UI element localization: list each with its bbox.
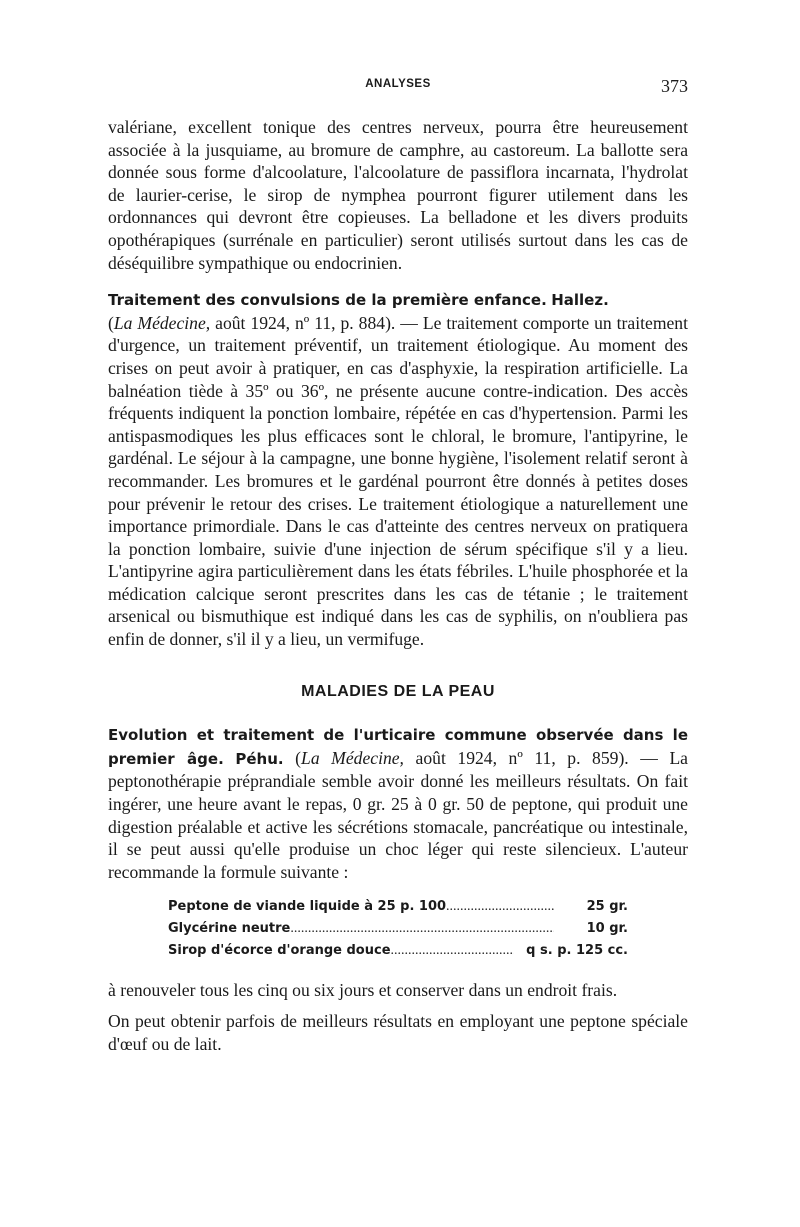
page-body [108,116,688,1055]
paragraph-conclusion: On peut obtenir parfois de meilleurs résultats en employant une peptone spéciale d'œuf ou de lait. [108,1011,688,1054]
leader-dots [290,921,554,937]
article-author: Péhu. [235,749,284,768]
formula-ingredient: Glycérine neutre [168,921,291,937]
running-title: ANALYSES [365,78,431,90]
formula-row [168,899,628,921]
formula-row [168,943,628,965]
formula-table [168,899,628,965]
formula-quantity: 25 gr. [586,899,628,915]
formula-ingredient: Sirop d'écorce d'orange douce [168,943,391,959]
formula-quantity: q s. p. 125 cc. [526,943,628,959]
article-convulsions [108,288,688,651]
article-body: La peptonothérapie préprandiale semble avoir donné les meilleurs résultats. On fait ingérer, une heure avant le repas, 0 gr. 25 à 0 gr. 50 de peptone, qui produit une digestion préalable et active les sécrétions stomacale, pancréatique ou intestinale, il se peut aussi qu'elle produise un choc léger qui reste silencieux. L'auteur recommande la formule suivante : [108,747,688,882]
article-title: Evolution et traitement de l'urticaire commune observée dans le premier âge. [108,726,688,768]
paragraph-valeriane: valériane, excellent tonique des centres nerveux, pourra être heureusement associée à la jusquiame, au bromure de camphre, au castoreum. La ballotte sera donnée sous forme d'alcoolature, l'alcoolature de passiflora incarnata, l'hydrolat de laurier-cerise, le sirop de nymphea pourront figurer utilement dans les ordonnances qui devront être copieuses. La belladone et les divers produits opothérapiques (surrénale en particulier) seront utilisés surtout dans les cas de déséquilibre sympathique ou endocrinien. [108,117,688,273]
leader-dots [391,943,514,959]
article-citation-open: ( [108,312,114,333]
article-body: Le traitement comporte un traitement d'urgence, un traitement préventif, un traitement étiologique. Au moment des crises on peut avoir à pratiquer, en cas d'asphyxie, la respiration artificielle. La balnéation tiède à 35º ou 36º, ne présente aucune contre-indication. Des accès fréquents indiquent la ponction lombaire, répétée en cas d'hypertension. Parmi les antispasmodiques les plus efficaces sont le chloral, le bromure, l'antipyrine, le gardénal. Le séjour à la campagne, une bonne hygiène, l'isolement relatif seront à recommander. Les bromures et le gardénal pourront être donnés à petites doses pour prévenir le retour des crises. Le traitement étiologique a naturellement une importance primordiale. Dans le cas d'atteinte des centres nerveux on pratiquera la ponction lombaire, suivie d'une injection de sérum spécifique s'il y a lieu. L'antipyrine agira particulièrement dans les états fébriles. L'huile phosphorée et la médication calcique seront prescrites dans les cas de tétanie ; le traitement arsenical ou bismuthique est indiqué dans les cas de syphilis, on n'oubliera pas enfin de donner, s'il il y a lieu, un vermifuge. [108,312,688,650]
leader-dots [446,899,554,915]
formula-quantity: 10 gr. [586,921,628,937]
formula-row [168,921,628,943]
formula-ingredient: Peptone de viande liquide à 25 p. 100 [168,899,447,915]
journal-name: La Médecine, [301,747,404,768]
article-urticaire [108,723,688,883]
article-title: Traitement des convulsions de la première enfance. [108,291,547,310]
article-citation-open: ( [295,747,302,768]
page-number: 373 [661,76,688,96]
journal-name: La Médecine, [113,312,211,333]
article-author: Hallez. [551,291,609,310]
article-reference: août 1924, nº 11, p. 859). — [403,747,670,768]
section-heading: MALADIES DE LA PEAU [301,682,495,700]
article-reference: août 1924, nº 11, p. 884). — [210,312,423,333]
page-header [108,78,688,102]
paragraph-after-formula: à renouveler tous les cinq ou six jours et conserver dans un endroit frais. [108,980,618,1001]
